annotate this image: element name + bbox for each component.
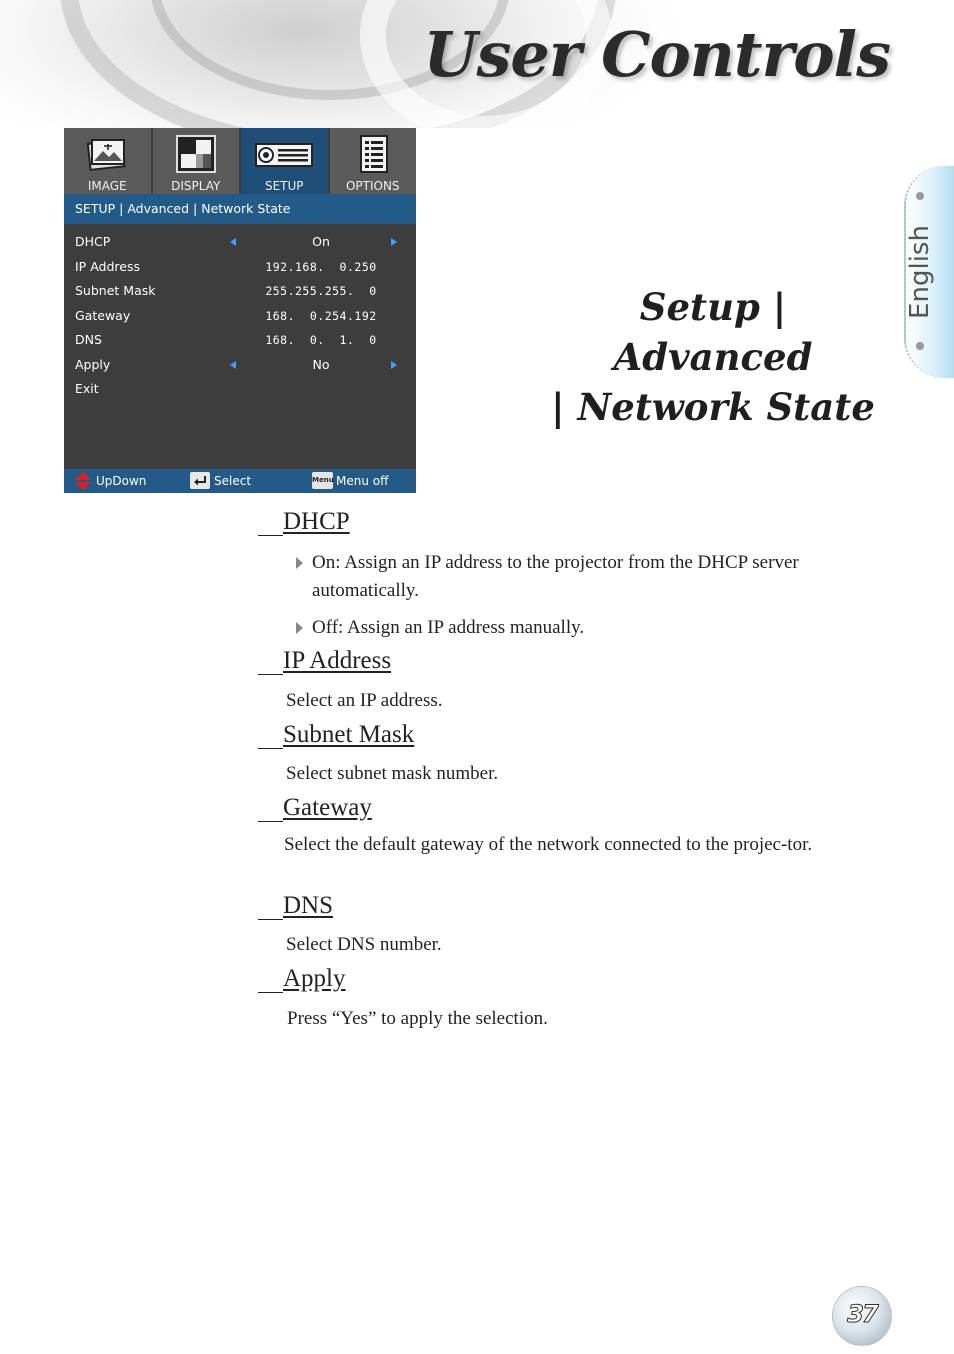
osd-tab-bar (64, 128, 416, 194)
tab-image[interactable] (64, 128, 153, 194)
item-title-subnet-mask: Subnet Mask (258, 721, 414, 749)
enter-key-icon (190, 472, 210, 489)
ip-address-description: Select an IP address. (286, 690, 443, 711)
section-heading (548, 282, 878, 432)
osd-settings-list (64, 224, 416, 402)
gateway-description: Select the default gateway of the network connected to the projec-tor. (284, 834, 813, 855)
item-title-dns: DNS (258, 892, 333, 920)
osd-row-label: IP Address (75, 258, 140, 274)
subnet-mask-description: Select subnet mask number. (286, 763, 499, 784)
dhcp-on-description: On: Assign an IP address to the projector from the DHCP server automatically. (312, 552, 799, 601)
tab-setup-label: SETUP (264, 179, 304, 193)
osd-row-value: 168. 0. 1. 0 (265, 333, 377, 347)
osd-row-apply[interactable] (64, 353, 416, 378)
osd-row-dhcp[interactable] (64, 230, 416, 255)
osd-row-label: Apply (75, 356, 111, 372)
osd-row-value: 255.255.255. 0 (265, 284, 377, 298)
display-icon (174, 134, 218, 174)
osd-row-value: On (312, 234, 330, 249)
osd-row-value: 168. 0.254.192 (265, 308, 377, 323)
osd-row-gateway[interactable] (64, 304, 416, 329)
footer-updown-label: UpDown (96, 474, 147, 488)
dns-description: Select DNS number. (286, 934, 442, 955)
osd-row-label: DNS (75, 332, 102, 347)
osd-row-label: Exit (75, 381, 99, 396)
osd-row-subnet-mask[interactable] (64, 279, 416, 304)
tab-setup[interactable] (241, 128, 330, 194)
osd-row-label: DHCP (75, 234, 111, 249)
footer-menu-off-label: Menu off (336, 474, 389, 488)
osd-row-value: No (312, 356, 330, 372)
setup-icon (254, 134, 314, 174)
osd-row-dns[interactable] (64, 328, 416, 353)
tab-options[interactable] (330, 128, 417, 194)
arrow-right-icon[interactable] (391, 361, 397, 369)
arrow-right-icon[interactable] (391, 238, 397, 246)
bullet-arrow-icon (296, 557, 303, 569)
dhcp-off-description: Off: Assign an IP address manually. (312, 617, 585, 638)
osd-row-ip-address[interactable] (64, 255, 416, 280)
osd-row-label: Gateway (75, 307, 131, 323)
osd-menu (64, 128, 416, 493)
section-heading-line-2: | Network State (551, 385, 875, 429)
tab-display-label: DISPLAY (171, 179, 221, 193)
tab-options-label: OPTIONS (345, 179, 400, 193)
footer-select-label: Select (214, 474, 252, 488)
arrow-left-icon[interactable] (230, 238, 236, 246)
osd-footer (64, 469, 416, 493)
tab-display[interactable] (153, 128, 242, 194)
dot-icon (916, 192, 924, 200)
item-title-gateway: Gateway (258, 794, 372, 822)
dot-icon (916, 342, 924, 350)
page-title: User Controls (423, 18, 890, 91)
item-title-dhcp: DHCP (258, 508, 350, 536)
item-title-ip-address: IP Address (258, 647, 391, 675)
apply-description: Press “Yes” to apply the selection. (287, 1008, 548, 1029)
options-icon (351, 134, 395, 174)
language-label: English (905, 225, 935, 319)
updown-arrows-icon (75, 472, 91, 490)
osd-breadcrumb: SETUP | Advanced | Network State (64, 194, 416, 224)
arrow-left-icon[interactable] (230, 361, 236, 369)
page-number: 37 (847, 1300, 877, 1328)
item-title-apply: Apply (258, 965, 346, 993)
tab-image-label: IMAGE (87, 179, 127, 193)
page-number-badge (832, 1286, 892, 1346)
osd-row-value: 192.168. 0.250 (265, 259, 377, 274)
bullet-arrow-icon (296, 622, 303, 634)
osd-row-exit[interactable] (64, 377, 416, 402)
section-heading-line-1: Setup | Advanced (613, 285, 813, 379)
menu-key-icon: Menu (312, 472, 333, 489)
image-icon (85, 134, 129, 174)
osd-row-label: Subnet Mask (75, 283, 156, 298)
